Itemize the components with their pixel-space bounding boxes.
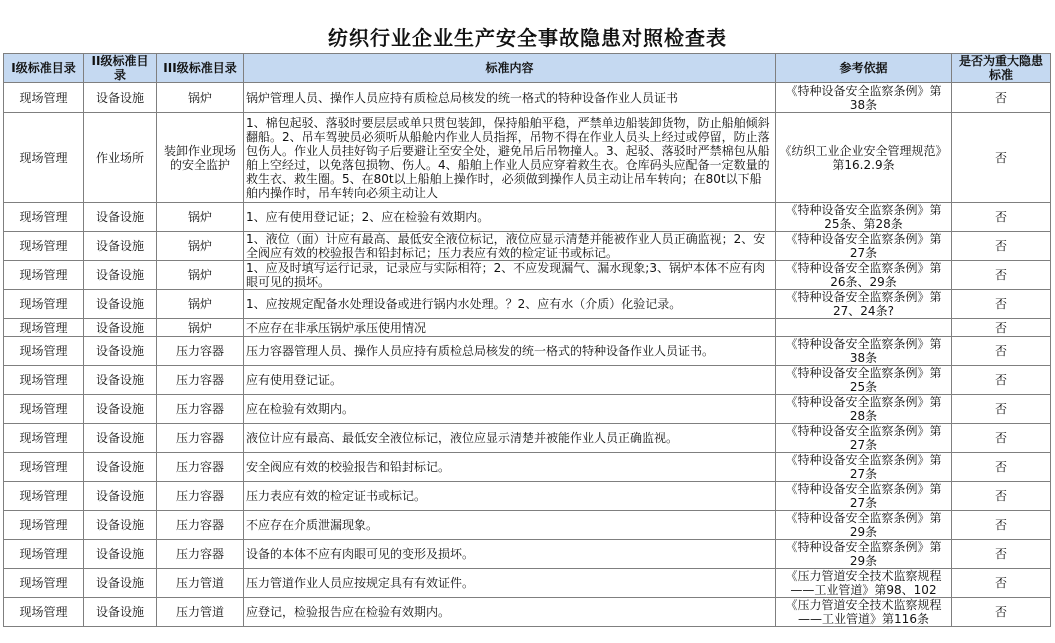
basis-cell: 《压力管道安全技术监察规程——工业管道》第116条	[776, 598, 952, 627]
level3-cell: 锅炉	[157, 319, 244, 337]
basis-cell: 《特种设备安全监察条例》第27条	[776, 482, 952, 511]
content-cell: 不应存在非承压锅炉承压使用情况	[244, 319, 776, 337]
level2-cell: 设备设施	[84, 598, 157, 627]
content-cell: 不应存在介质泄漏现象。	[244, 511, 776, 540]
content-cell: 锅炉管理人员、操作人员应持有质检总局核发的统一格式的特种设备作业人员证书	[244, 83, 776, 113]
table-row	[4, 83, 1051, 113]
level2-cell: 设备设施	[84, 337, 157, 366]
level3-cell: 压力容器	[157, 395, 244, 424]
table-row	[4, 337, 1051, 366]
content-cell: 1、应及时填写运行记录，记录应与实际相符；2、不应发现漏气、漏水现象;3、锅炉本体不应有肉眼可见的损坏。	[244, 261, 776, 290]
level1-cell: 现场管理	[4, 598, 84, 627]
content-cell: 压力容器管理人员、操作人员应持有质检总局核发的统一格式的特种设备作业人员证书。	[244, 337, 776, 366]
level2-cell-text: 作业场所	[95, 150, 144, 165]
basis-cell: 《特种设备安全监察条例》第25条、第28条	[776, 203, 952, 232]
level3-cell: 压力容器	[157, 453, 244, 482]
header-cell-l1: I级标准目录	[4, 54, 84, 83]
basis-cell: 《特种设备安全监察条例》第29条	[776, 540, 952, 569]
header-cell-major: 是否为重大隐患标准	[952, 54, 1051, 83]
level2-cell: 设备设施	[84, 453, 157, 482]
major-hazard-cell: 否	[952, 366, 1051, 395]
content-cell: 1、应有使用登记证；2、应在检验有效期内。	[244, 203, 776, 232]
content-cell: 压力表应有效的检定证书或标记。	[244, 482, 776, 511]
basis-cell: 《特种设备安全监察条例》第27、24条?	[776, 290, 952, 319]
level1-cell: 现场管理	[4, 261, 84, 290]
level3-cell: 压力容器	[157, 337, 244, 366]
major-hazard-cell: 否	[952, 261, 1051, 290]
level3-cell: 锅炉	[157, 83, 244, 113]
level3-cell: 锅炉	[157, 290, 244, 319]
level1-cell: 现场管理	[4, 290, 84, 319]
major-hazard-cell: 否	[952, 511, 1051, 540]
level1-cell: 现场管理	[4, 511, 84, 540]
content-cell-text: 1、棉包起驳、落驳时要层层或单只贯包装卸，保持船舶平稳，严禁单边船装卸货物，防止船舶倾斜翻船。2、吊车驾驶员必须听从船舱内作业人员指挥，吊物不得在作业人员头上经过或停留，防止落包伤人。作业人员挂好钩子后要避让至安全处，避免吊后吊物撞人。3、起驳、落驳时严禁棉包从船舶上空经过，以免落包损物、伤人。4、船舶上作业人员应穿着救生衣。仓库码头应配备一定数量的救生衣、救生圈。5、在80t以上船舶上操作时，必须做到操作人员主动让吊车转向；在80t以下船舶内操作时，吊车转向必须主动让人	[246, 115, 770, 200]
checklist-table	[3, 53, 1051, 627]
level3-cell-text: 装卸作业现场的安全监护	[163, 143, 236, 172]
content-cell: 压力管道作业人员应按规定具有有效证件。	[244, 569, 776, 598]
major-hazard-cell: 否	[952, 319, 1051, 337]
table-row	[4, 453, 1051, 482]
level1-cell	[4, 113, 84, 203]
major-hazard-cell-text: 否	[994, 150, 1007, 165]
level2-cell: 设备设施	[84, 203, 157, 232]
basis-cell: 《特种设备安全监察条例》第38条	[776, 83, 952, 113]
major-hazard-cell: 否	[952, 482, 1051, 511]
major-hazard-cell: 否	[952, 598, 1051, 627]
basis-cell: 《特种设备安全监察条例》第29条	[776, 511, 952, 540]
level3-cell: 压力管道	[157, 569, 244, 598]
header-cell-l2: II级标准目录	[84, 54, 157, 83]
basis-cell: 《特种设备安全监察条例》第27条	[776, 453, 952, 482]
level2-cell: 设备设施	[84, 290, 157, 319]
table-row	[4, 569, 1051, 598]
basis-cell: 《压力管道安全技术监察规程——工业管道》第98、102	[776, 569, 952, 598]
content-cell: 1、液位（面）计应有最高、最低安全液位标记，液位应显示清楚并能被作业人员正确监视；2、安全阀应有效的校验报告和铅封标记；压力表应有效的检定证书或标记。	[244, 232, 776, 261]
level2-cell: 设备设施	[84, 511, 157, 540]
page-title: 纺织行业企业生产安全事故隐患对照检查表	[328, 26, 727, 50]
level1-cell: 现场管理	[4, 569, 84, 598]
level3-cell: 压力管道	[157, 598, 244, 627]
level1-cell: 现场管理	[4, 232, 84, 261]
level1-cell: 现场管理	[4, 424, 84, 453]
header-cell-content: 标准内容	[244, 54, 776, 83]
table-row	[4, 290, 1051, 319]
table-row	[4, 366, 1051, 395]
content-cell: 应在检验有效期内。	[244, 395, 776, 424]
content-cell	[244, 113, 776, 203]
level2-cell: 设备设施	[84, 395, 157, 424]
header-cell-basis: 参考依据	[776, 54, 952, 83]
major-hazard-cell: 否	[952, 337, 1051, 366]
level2-cell	[84, 113, 157, 203]
major-hazard-cell: 否	[952, 290, 1051, 319]
basis-cell: 《特种设备安全监察条例》第26条、29条	[776, 261, 952, 290]
content-cell: 应登记，检验报告应在检验有效期内。	[244, 598, 776, 627]
content-cell: 1、应按规定配备水处理设备或进行锅内水处理。？2、应有水（介质）化验记录。	[244, 290, 776, 319]
header-row	[4, 54, 1051, 83]
major-hazard-cell: 否	[952, 569, 1051, 598]
level2-cell: 设备设施	[84, 261, 157, 290]
level1-cell: 现场管理	[4, 203, 84, 232]
level3-cell: 锅炉	[157, 261, 244, 290]
table-row	[4, 232, 1051, 261]
level2-cell: 设备设施	[84, 319, 157, 337]
content-cell: 应有使用登记证。	[244, 366, 776, 395]
table-row	[4, 511, 1051, 540]
table-row	[4, 113, 1051, 203]
level1-cell: 现场管理	[4, 337, 84, 366]
level3-cell: 锅炉	[157, 232, 244, 261]
level1-cell: 现场管理	[4, 83, 84, 113]
level3-cell: 压力容器	[157, 540, 244, 569]
level3-cell: 压力容器	[157, 482, 244, 511]
header-cell-l3: III级标准目录	[157, 54, 244, 83]
major-hazard-cell: 否	[952, 232, 1051, 261]
major-hazard-cell: 否	[952, 83, 1051, 113]
level1-cell: 现场管理	[4, 540, 84, 569]
level3-cell	[157, 113, 244, 203]
table-row	[4, 598, 1051, 627]
major-hazard-cell: 否	[952, 395, 1051, 424]
level2-cell: 设备设施	[84, 540, 157, 569]
level1-cell: 现场管理	[4, 319, 84, 337]
level3-cell: 锅炉	[157, 203, 244, 232]
basis-cell-text: 《纺织工业企业安全管理规范》第16.2.9条	[779, 143, 948, 172]
major-hazard-cell	[952, 113, 1051, 203]
table-row	[4, 395, 1051, 424]
level2-cell: 设备设施	[84, 232, 157, 261]
level1-cell: 现场管理	[4, 482, 84, 511]
basis-cell: 《特种设备安全监察条例》第27条	[776, 232, 952, 261]
major-hazard-cell: 否	[952, 424, 1051, 453]
basis-cell: 《特种设备安全监察条例》第28条	[776, 395, 952, 424]
major-hazard-cell: 否	[952, 540, 1051, 569]
level3-cell: 压力容器	[157, 424, 244, 453]
basis-cell: 《特种设备安全监察条例》第38条	[776, 337, 952, 366]
level1-cell: 现场管理	[4, 395, 84, 424]
level2-cell: 设备设施	[84, 482, 157, 511]
basis-cell: 《特种设备安全监察条例》第25条	[776, 366, 952, 395]
level1-cell-text: 现场管理	[19, 150, 68, 165]
level2-cell: 设备设施	[84, 366, 157, 395]
table-row	[4, 261, 1051, 290]
basis-cell: 《特种设备安全监察条例》第27条	[776, 424, 952, 453]
level2-cell: 设备设施	[84, 424, 157, 453]
major-hazard-cell: 否	[952, 203, 1051, 232]
table-row	[4, 482, 1051, 511]
level1-cell: 现场管理	[4, 366, 84, 395]
table-body	[4, 83, 1051, 627]
table-row	[4, 319, 1051, 337]
level2-cell: 设备设施	[84, 569, 157, 598]
basis-cell	[776, 319, 952, 337]
table-row	[4, 540, 1051, 569]
level3-cell: 压力容器	[157, 366, 244, 395]
content-cell: 设备的本体不应有肉眼可见的变形及损坏。	[244, 540, 776, 569]
level1-cell: 现场管理	[4, 453, 84, 482]
level2-cell: 设备设施	[84, 83, 157, 113]
table-row	[4, 203, 1051, 232]
level3-cell: 压力容器	[157, 511, 244, 540]
content-cell: 安全阀应有效的校验报告和铅封标记。	[244, 453, 776, 482]
basis-cell	[776, 113, 952, 203]
content-cell: 液位计应有最高、最低安全液位标记，液位应显示清楚并被能作业人员正确监视。	[244, 424, 776, 453]
major-hazard-cell: 否	[952, 453, 1051, 482]
table-row	[4, 424, 1051, 453]
